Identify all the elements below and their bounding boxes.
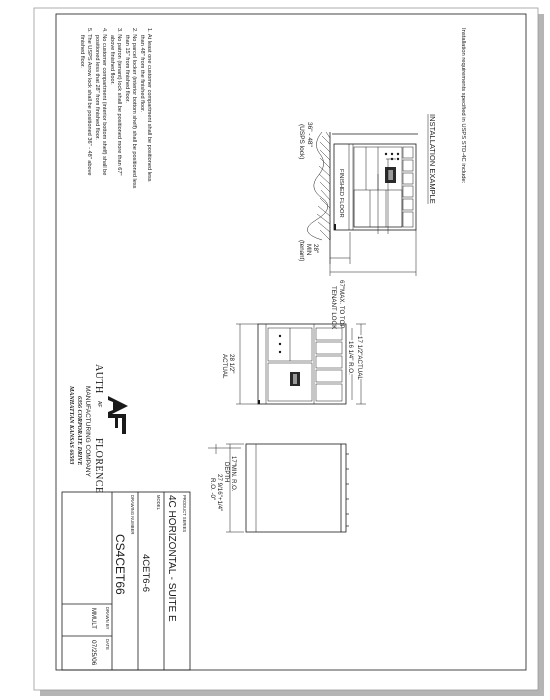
min-dim-value: 28"	[312, 244, 319, 254]
company-name: MANUFACTURING COMPANY	[84, 386, 91, 477]
max-dim-note: TENANT LOCK	[330, 286, 337, 330]
front-height-ro: 16 1/4" R.O.	[347, 341, 354, 375]
installation-title: INSTALLATION EXAMPLE	[428, 114, 437, 204]
product-series-label: PRODUCT SERIES	[182, 495, 187, 533]
tenant-lock	[397, 158, 399, 160]
product-series: 4C HORIZONTAL - SUITE E	[166, 495, 177, 622]
note-line: 5. The USPS Arrow lock shall be positioned 36" - 48" above	[86, 28, 92, 176]
tenant-lock	[391, 153, 393, 155]
floor-label: FINISHED FLOOR	[338, 169, 344, 218]
note-line: above finished floor.	[109, 35, 115, 85]
company-address2: MANHATTAN KANSAS 66503	[68, 386, 74, 465]
drawing-number-label: DRAWING NUMBER	[130, 495, 135, 535]
tenant-lock	[397, 153, 399, 155]
note-line: finished floor.	[79, 35, 85, 68]
tenant-lock	[279, 351, 281, 353]
logo-auth: AUTH	[93, 364, 104, 394]
usps-lock-label	[293, 374, 297, 384]
tenant-lock	[385, 153, 387, 155]
cabinet-base	[258, 400, 260, 404]
drawn-by: MMULT	[90, 608, 96, 629]
front-width-note: ACTUAL	[221, 354, 228, 379]
logo-florence: FLORENCE	[93, 438, 104, 494]
tenant-lock	[279, 335, 281, 337]
cabinet-base	[334, 224, 336, 230]
drawing-number: CS4CET66	[113, 534, 127, 595]
usps-dim-value: 36" - 48"	[306, 122, 313, 147]
note-line: than 48" from the finished floor.	[139, 35, 145, 113]
min-dim-tenant: (tenant)	[298, 240, 305, 262]
tenant-lock	[279, 343, 281, 345]
width-ro-value: 27 9/16"+1/4"	[216, 474, 223, 512]
note-line: 3. No patron (tenant) lock shall be positioned more than 67"	[116, 28, 122, 176]
usps-dim-note: (USPS lock)	[298, 124, 305, 160]
company-address1: 6356 CORPORATE DRIVE	[76, 396, 82, 466]
note-line: than 15" from finished floor.	[124, 35, 130, 103]
notes-intro: Installation requirements specified in USPS STD-4C include:	[460, 28, 466, 184]
note-line: 1. At least one customer compartment shall be positioned less	[146, 28, 152, 182]
width-ro-note: R.O. -0"	[209, 478, 216, 501]
min-dim-min: MIN	[305, 244, 312, 256]
note-line: 4. No customer compartment (interior bottom shelf) shall be	[101, 28, 107, 176]
date: 07/25/06	[90, 640, 97, 666]
usps-lock-label	[388, 170, 393, 180]
model: 4CET6-6	[140, 554, 151, 593]
date-label: DATE	[105, 639, 110, 650]
max-dim-value: 67"MAX. TO TOP	[338, 280, 345, 329]
front-height-actual: 17 1/2"ACTUAL	[356, 336, 363, 380]
drawn-by-label: DRAWN BY	[105, 607, 110, 630]
front-width-value: 28 1/2"	[228, 354, 235, 374]
depth-value: 17"MIN. R.O.	[230, 456, 236, 492]
note-line: positioned less that 28" from finished floor.	[94, 35, 100, 140]
depth-label: DEPTH	[223, 462, 229, 483]
note-line: 2. No parcel locker (interior bottom shelf) shall be positioned less	[131, 28, 137, 189]
model-label: MODEL	[156, 495, 161, 510]
logo-mark-text: AF	[96, 401, 102, 408]
